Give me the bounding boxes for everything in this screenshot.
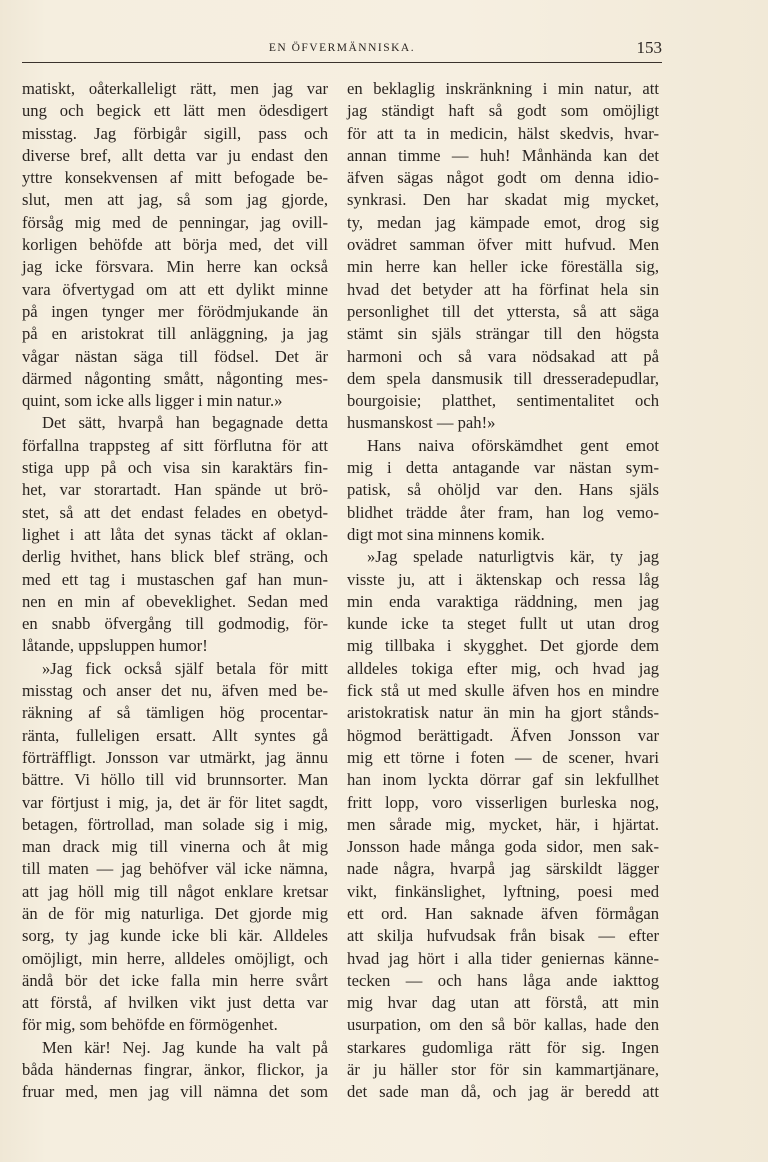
text-line: Det sätt, hvarpå han begagnade detta — [42, 413, 328, 433]
left-text-column — [22, 78, 328, 1104]
text-line: het, var storartadt. Han spände ut brö- — [22, 480, 328, 500]
text-line: alldeles tokiga efter mig, och hvad jag — [347, 658, 659, 678]
text-line: tecken — och hans låga ande iakttog — [347, 970, 659, 990]
text-line: slut, men att jag, så som jag gjorde, — [22, 190, 328, 210]
text-line: förfallna trappsteg af sitt förflutna för att — [22, 435, 328, 455]
text-line: en snabb öfvergång till godmodig, för- — [22, 614, 328, 634]
text-line: ung och begick ett lätt men ödesdigert — [22, 101, 328, 121]
text-line: ett ord. Han saknade äfven förmågan — [347, 903, 659, 923]
text-line: omöjligt, min herre, alldeles omöjligt, och — [22, 948, 328, 968]
text-line: »Jag fick också själf betala för mitt — [42, 658, 328, 678]
text-line: harmoni och så vara nödsakad att på — [347, 346, 659, 366]
running-header — [22, 38, 662, 63]
text-line: usurpation, om den så bör kallas, hade den — [347, 1015, 659, 1035]
text-line: patisk, så ohöljd var den. Hans själs — [347, 480, 659, 500]
text-line: nen en min af obeveklighet. Sedan med — [22, 591, 328, 611]
text-line: mig tillbaka i skygghet. Det gjorde dem — [347, 636, 659, 656]
text-line: hvad det betyder att ha förfinat hela sin — [347, 279, 659, 299]
text-line: Jonsson hade många goda sidor, men sak- — [347, 837, 659, 857]
running-title: EN ÖFVERMÄNNISKA. — [268, 42, 416, 54]
text-line: för mig, som behöfde en förmögenhet. — [22, 1015, 278, 1035]
text-line: på en aristokrat till anläggning, ja jag — [22, 324, 328, 344]
text-line: diverse bref, allt detta var ju endast den — [22, 145, 328, 165]
page-number: 153 — [636, 38, 662, 57]
text-line: på ingen tynger mer förödmjukande än — [22, 301, 328, 321]
text-line: synkrasi. Den har skadat mig mycket, — [347, 190, 659, 210]
text-line: är ju häller stor för sin kammartjänare, — [347, 1060, 659, 1080]
text-line: fick stå ut med skulle äfven hos en mindre — [347, 681, 659, 701]
text-line: min enda varaktiga räddning, men jag — [347, 591, 659, 611]
text-line: var förtjust i mig, ja, det är för litet sagdt, — [22, 792, 328, 812]
text-line: försåg mig med de penningar, jag ovill- — [22, 212, 328, 232]
text-line: korligen behöfde att börja med, det vill — [22, 235, 328, 255]
text-line: hvad jag hört i alla tider geniernas känne- — [347, 948, 659, 968]
text-line: vara öfvertygad om att ett dylikt minne — [22, 279, 328, 299]
text-line: men sårade mig, mycket, här, i hjärtat. — [347, 814, 659, 834]
text-line: vikt, finkänslighet, lyftning, poesi med — [347, 881, 659, 901]
text-line: mig hvar dag utan att förstå, att min — [347, 993, 659, 1013]
text-line: att jag höll mig till något enklare kretsar — [22, 881, 328, 901]
text-line: lighet i att låta det synas täckt af oklan- — [22, 524, 328, 544]
text-line: han inom lyckta dörrar gaf sin lekfullhet — [347, 770, 659, 790]
text-line: misstag. Jag förbigår sigill, pass och — [22, 123, 328, 143]
text-line: dem spela dansmusik till dresseradepudlar, — [347, 368, 659, 388]
text-line: kunde icke ta steget fullt ut utan drog — [347, 614, 659, 634]
text-line: äfven sägas något godt om denna idio- — [347, 168, 659, 188]
text-line: stet, så att det endast felades en obetyd- — [22, 502, 328, 522]
text-line: mig ett törne i foten — de scener, hvari — [347, 747, 659, 767]
text-line: man drack mig till vinerna och åt mig — [22, 837, 328, 857]
text-line: med ett tag i mustaschen gaf han mun- — [22, 569, 328, 589]
text-line: blidhet trädde åter fram, han log vemo- — [347, 502, 659, 522]
text-line: bättre. Vi höllo till vid brunnsorter. Man — [22, 770, 328, 790]
text-line: vågar nästan säga till födsel. Det är — [22, 346, 328, 366]
text-line: båda händernas fingrar, änkor, flickor, ja — [22, 1060, 328, 1080]
text-line: mig i detta antagande var nästan sym- — [347, 458, 659, 478]
text-line: ovädret samman öfver mitt hufvud. Men — [347, 235, 659, 255]
text-line: ty, medan jag kämpade emot, drog sig — [347, 212, 659, 232]
right-text-column — [347, 78, 659, 1104]
text-line: annan timme — huh! Månhända kan det — [347, 145, 659, 165]
text-line: för att ta in medicin, hälst skedvis, hvar- — [347, 123, 659, 143]
text-line: fritt lopp, voro visserligen burleska nog, — [347, 792, 659, 812]
text-line: personlighet till det yttersta, så att säga — [347, 301, 659, 321]
text-line: jag ständigt haft så godt som omöjligt — [347, 101, 659, 121]
text-line: quint, som icke alls ligger i min natur.» — [22, 391, 283, 411]
text-line: därmed någonting smått, någonting mes- — [22, 368, 328, 388]
text-line: att förstå, af hvilken vikt just detta var — [22, 993, 328, 1013]
text-line: jag icke försvara. Min herre kan också — [22, 257, 328, 277]
text-line: »Jag spelade naturligtvis kär, ty jag — [367, 547, 659, 567]
text-line: starkares gudomliga rätt för sig. Ingen — [347, 1037, 659, 1057]
text-line: räkning af så tämligen hög procentar- — [22, 703, 328, 723]
text-line: ränta, fulleligen ersatt. Allt syntes gå — [22, 725, 328, 745]
text-line: sorg, ty jag kunde icke bli kär. Alldeles — [22, 926, 328, 946]
text-line: digt mot sina minnens komik. — [347, 524, 545, 544]
text-line: att skilja hufvudsak från bisak — efter — [347, 926, 659, 946]
text-line: yttre konsekvensen af mitt befogade be- — [22, 168, 328, 188]
text-line: matiskt, oåterkalleligt rätt, men jag var — [22, 79, 328, 98]
text-line: fruar med, men jag vill nämna det som — [22, 1082, 328, 1102]
text-line: till maten — jag behöfver väl icke nämna, — [22, 859, 328, 879]
text-line: stiga upp på och visa sin karaktärs fin- — [22, 458, 328, 478]
text-line: en beklaglig inskränkning i min natur, att — [347, 79, 659, 98]
text-line: Hans naiva oförskämdhet gent emot — [367, 435, 659, 455]
text-line: betagen, förtrollad, man solade sig i mig, — [22, 814, 328, 834]
text-line: aristokratisk natur än min ha gjort stånds- — [347, 703, 659, 723]
text-line: förträffligt. Jonsson var utmärkt, jag ännu — [22, 747, 328, 767]
text-line: än de för mig naturliga. Det gjorde mig — [22, 903, 328, 923]
text-line: högmod berättigadt. Äfven Jonsson var — [347, 725, 659, 745]
text-line: husmanskost — pah!» — [347, 413, 496, 433]
text-line: misstag och anser det nu, äfven med be- — [22, 681, 328, 701]
text-line: nade några, hvarpå jag särskildt lägger — [347, 859, 659, 879]
text-line: det sade man då, och jag är beredd att — [347, 1082, 659, 1102]
text-line: derlig hvithet, hans blick blef sträng, och — [22, 547, 328, 567]
text-line: min herre kan heller icke föreställa sig, — [347, 257, 659, 277]
text-line: stämt sin själs strängar till den högsta — [347, 324, 659, 344]
text-line: bourgoisie; platthet, sentimentalitet och — [347, 391, 659, 411]
text-line: visste ju, att i äktenskap och ressa låg — [347, 569, 659, 589]
text-line: Men kär! Nej. Jag kunde ha valt på — [42, 1037, 328, 1057]
text-line: ändå bör det icke falla min herre svårt — [22, 970, 328, 990]
text-line: låtande, uppsluppen humor! — [22, 636, 208, 656]
